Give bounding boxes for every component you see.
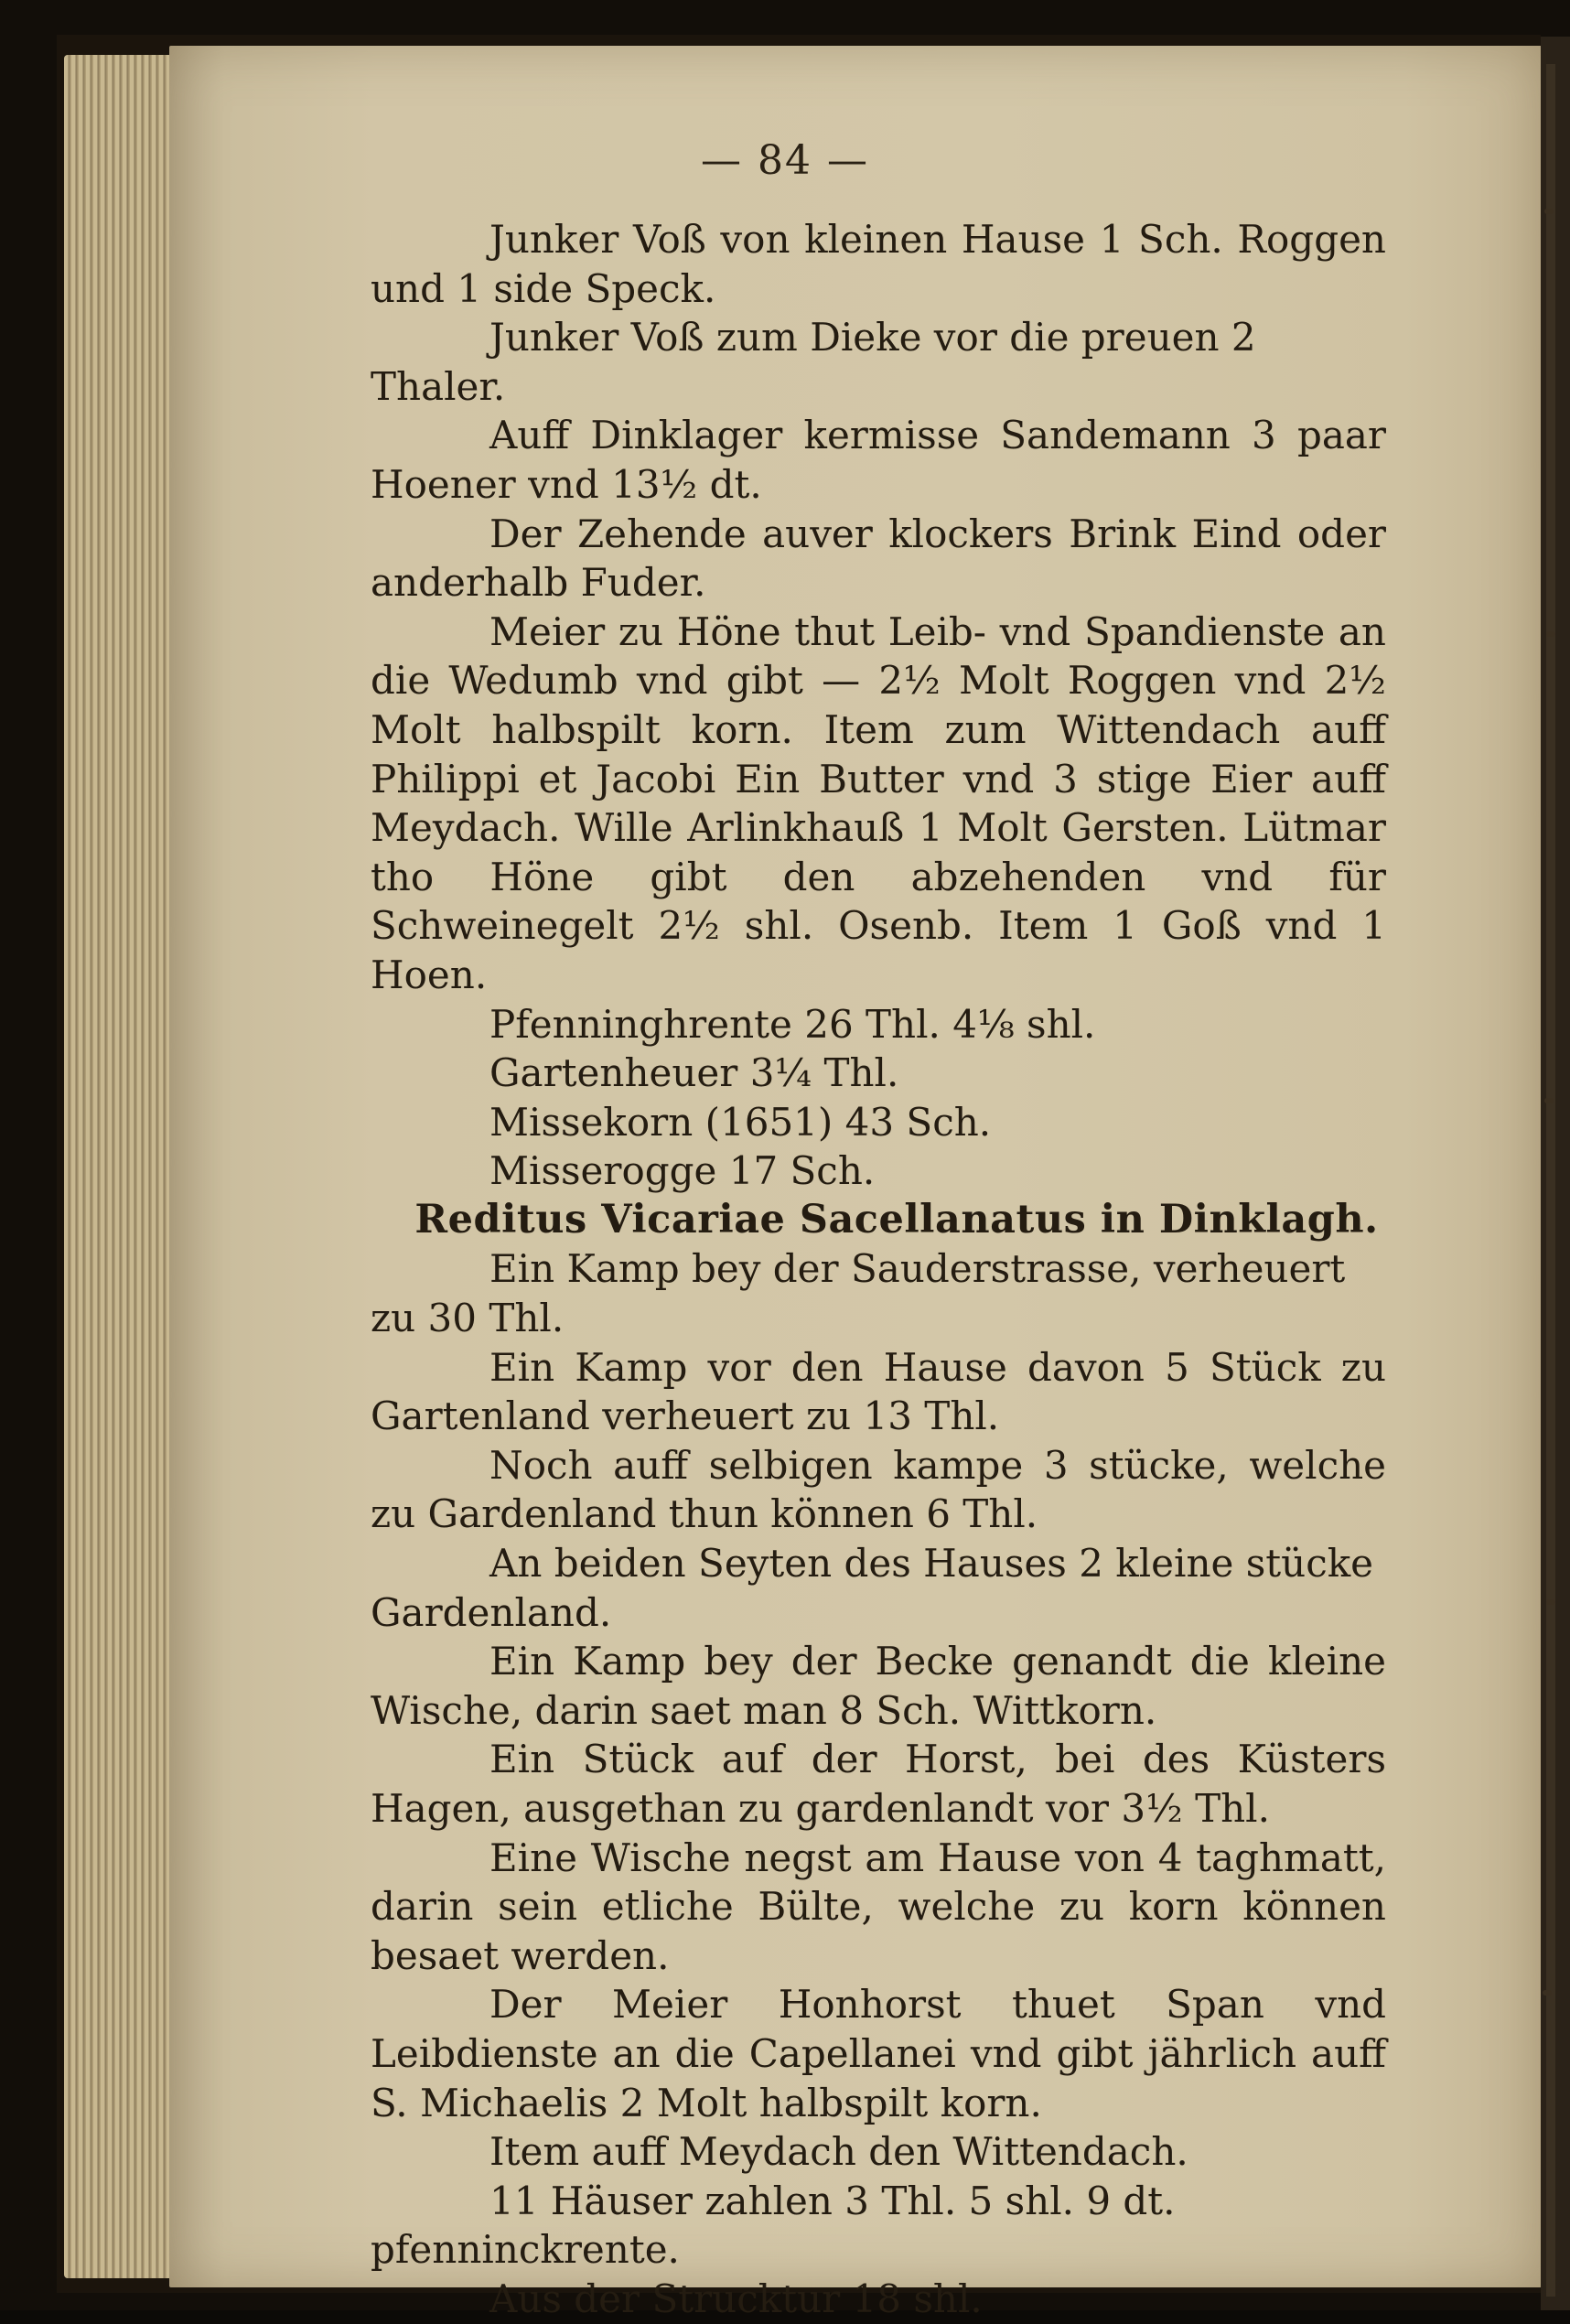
paragraph: Item auff Meydach den Wittendach.	[489, 2129, 1188, 2175]
paragraph: Ein Kamp bey der Becke genandt die kleine Wische, darin saet man 8 Sch. Wittkorn.	[371, 1639, 1386, 1733]
margin-mark	[1544, 209, 1554, 214]
paragraph: Auff Dinklager kermisse Sandemann 3 paar Hoener vnd 13½ dt.	[371, 413, 1386, 507]
facing-page-edge	[1541, 37, 1570, 2310]
section-heading: Reditus Vicariae Sacellanatus in Dinklagh.	[414, 1196, 1379, 1243]
paragraph: Junker Voß zum Dieke vor die preuen 2 Thaler.	[371, 315, 1256, 409]
margin-mark	[1546, 631, 1555, 637]
page-edges	[64, 55, 174, 2278]
paragraph: Pfenninghrente 26 Thl. 4⅛ shl.	[489, 1001, 1096, 1047]
paragraph: Ein Stück auf der Horst, bei des Küsters Hagen, ausgethan zu gardenlandt vor 3½ Thl.	[371, 1737, 1386, 1831]
paragraph: An beiden Seyten des Hauses 2 kleine stücke Gardenland.	[371, 1541, 1374, 1635]
paragraph: Ein Kamp bey der Sauderstrasse, verheuert zu 30 Thl.	[371, 1246, 1346, 1341]
paragraph: Gartenheuer 3¼ Thl.	[489, 1050, 899, 1096]
paragraph: 11 Häuser zahlen 3 Thl. 5 shl. 9 dt. pfenninckrente.	[371, 2178, 1176, 2273]
paragraph: Meier zu Höne thut Leib- vnd Spandienste an die Wedumb vnd gibt — 2½ Molt Roggen vnd 2½ Molt halbspilt korn. Item zum Wittendach auff Philippi et Jacobi Ein Butter vnd 3 stige Eier auff Meydach. Wille Arlinkhauß 1 Molt Gersten. Lütmar tho Höne gibt den abzehenden vnd für Schweinegelt 2½ shl. Osenb. Item 1 Goß vnd 1 Hoen.	[371, 608, 1386, 997]
paragraph: Der Zehende auver klockers Brink Eind oder anderhalb Fuder.	[371, 511, 1386, 606]
paragraph: Noch auff selbigen kampe 3 stücke, welche zu Gardenland thun können 6 Thl.	[371, 1442, 1386, 1537]
paragraph: Missekorn (1651) 43 Sch.	[489, 1099, 992, 1145]
margin-mark	[1544, 1098, 1554, 1103]
paragraph: Misserogge 17 Sch.	[489, 1148, 876, 1194]
paragraph: Der Meier Honhorst thuet Span vnd Leibdienste an die Capellanei vnd gibt jährlich auff S. Michaelis 2 Molt halbspilt korn.	[371, 1982, 1386, 2125]
paragraph: Ein Kamp vor den Hause davon 5 Stück zu Gartenland verheuert zu 13 Thl.	[371, 1344, 1386, 1439]
margin-mark	[1543, 1990, 1552, 1996]
paragraph: Junker Voß von kleinen Hause 1 Sch. Roggen und 1 side Speck.	[371, 217, 1386, 311]
paragraph: Aus der Strucktur 18 shl.	[489, 2276, 983, 2321]
margin-mark	[1546, 1599, 1555, 1605]
page-number: — 84 —	[701, 137, 869, 184]
paragraph: Eine Wische negst am Hause von 4 taghmatt, darin sein etliche Bülte, welche zu korn können besaet werden.	[371, 1834, 1386, 1978]
body-text	[371, 215, 1386, 2324]
